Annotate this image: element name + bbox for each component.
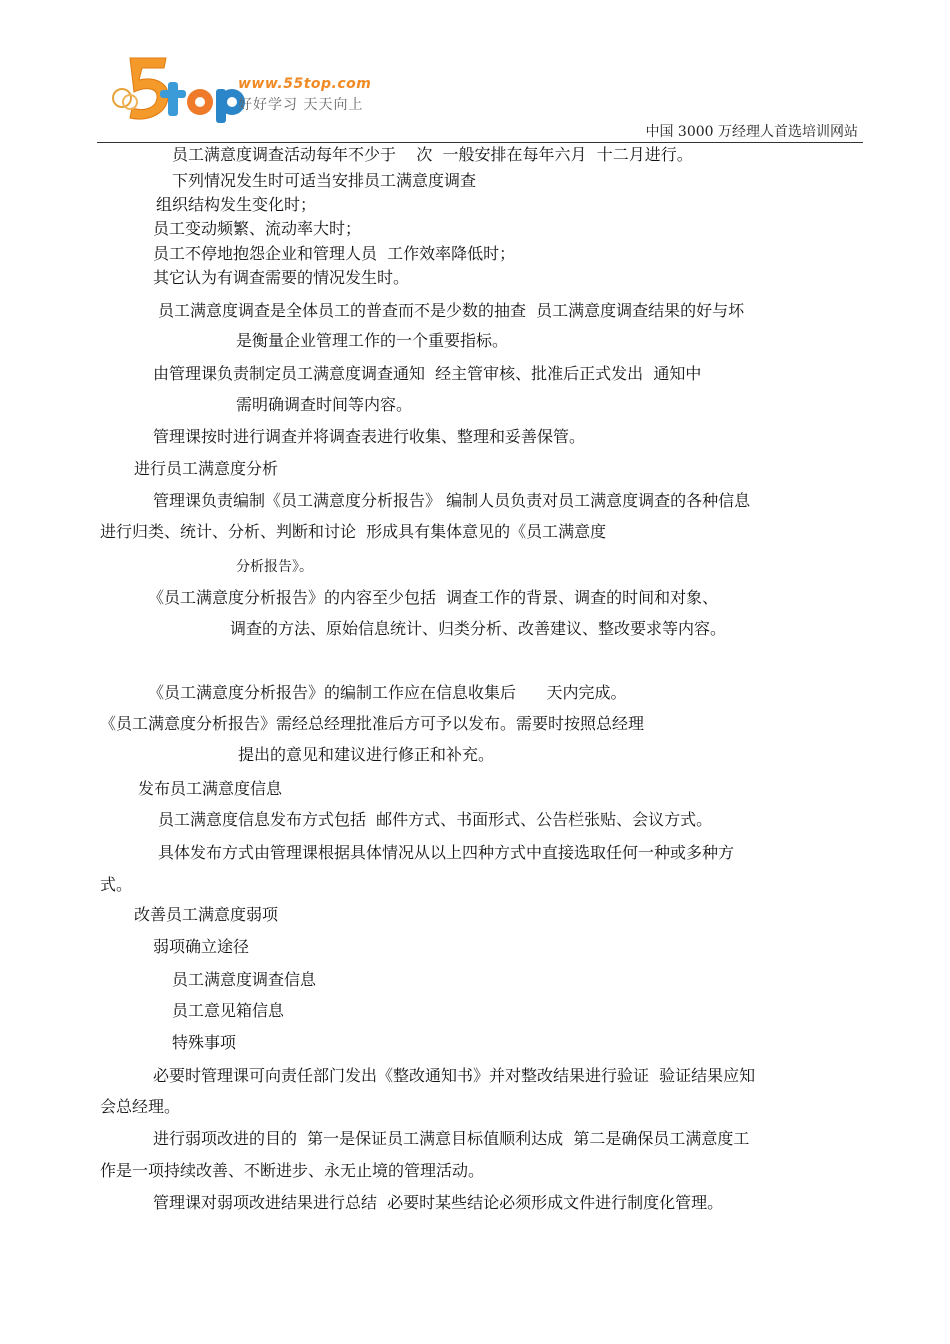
- section-heading: 进行员工满意度分析: [134, 459, 279, 478]
- text-line: 《员工满意度分析报告》需经总经理批准后方可予以发布。需要时按照总经理: [100, 714, 645, 733]
- text-line: 进行归类、统计、分析、判断和讨论 形成具有集体意见的《员工满意度: [100, 522, 607, 541]
- text-line: 式。: [100, 875, 133, 894]
- text-line: 员工满意度信息发布方式包括 邮件方式、书面形式、公告栏张贴、会议方式。: [158, 810, 713, 829]
- text-line: 调查的方法、原始信息统计、归类分析、改善建议、整改要求等内容。: [230, 619, 727, 638]
- header-tagline: 中国 3000 万经理人首选培训网站: [645, 124, 858, 140]
- text-line: 《员工满意度分析报告》的内容至少包括 调查工作的背景、调查的时间和对象、: [148, 588, 719, 607]
- text-line: 需明确调查时间等内容。: [236, 395, 413, 414]
- text-line: 员工满意度调查活动每年不少于 次 一般安排在每年六月 十二月进行。: [172, 145, 693, 164]
- text-line: 进行弱项改进的目的 第一是保证员工满意目标值顺利达成 第二是确保员工满意度工: [153, 1129, 750, 1148]
- text-line: 管理课对弱项改进结果进行总结 必要时某些结论必须形成文件进行制度化管理。: [153, 1193, 724, 1212]
- text-line: 管理课负责编制《员工满意度分析报告》 编制人员负责对员工满意度调查的各种信息: [153, 491, 751, 510]
- text-line: 提出的意见和建议进行修正和补充。: [238, 745, 495, 764]
- text-line: 会总经理。: [100, 1097, 181, 1116]
- section-heading: 发布员工满意度信息: [138, 779, 283, 798]
- text-line: 由管理课负责制定员工满意度调查通知 经主管审核、批准后正式发出 通知中: [153, 364, 702, 383]
- text-line: 具体发布方式由管理课根据具体情况从以上四种方式中直接选取任何一种或多种方: [158, 843, 735, 862]
- header-divider: [97, 142, 863, 143]
- site-slogan: 好好学习 天天向上: [238, 97, 364, 113]
- list-item: 员工满意度调查信息: [172, 970, 317, 989]
- section-heading: 改善员工满意度弱项: [134, 905, 279, 924]
- text-line: 是衡量企业管理工作的一个重要指标。: [236, 331, 509, 350]
- text-line: 作是一项持续改善、不断进步、永无止境的管理活动。: [100, 1161, 485, 1180]
- list-item: 特殊事项: [172, 1033, 237, 1052]
- text-line: 管理课按时进行调查并将调查表进行收集、整理和妥善保管。: [153, 427, 586, 446]
- text-line: 分析报告》。: [236, 559, 313, 575]
- text-line: 下列情况发生时可适当安排员工满意度调查: [172, 171, 477, 190]
- text-line: 必要时管理课可向责任部门发出《整改通知书》并对整改结果进行验证 验证结果应知: [153, 1066, 756, 1085]
- text-line: 员工满意度调查是全体员工的普查而不是少数的抽查 员工满意度调查结果的好与坏: [158, 301, 745, 320]
- text-line: 组织结构发生变化时；: [156, 195, 317, 214]
- text-line: 员工变动频繁、流动率大时；: [153, 219, 362, 238]
- site-url[interactable]: www.55top.com: [238, 76, 372, 92]
- text-line: 《员工满意度分析报告》的编制工作应在信息收集后 天内完成。: [148, 683, 627, 702]
- sub-heading: 弱项确立途径: [153, 937, 250, 956]
- text-line: 员工不停地抱怨企业和管理人员 工作效率降低时；: [153, 244, 516, 263]
- list-item: 员工意见箱信息: [172, 1001, 285, 1020]
- text-line: 其它认为有调查需要的情况发生时。: [153, 268, 410, 287]
